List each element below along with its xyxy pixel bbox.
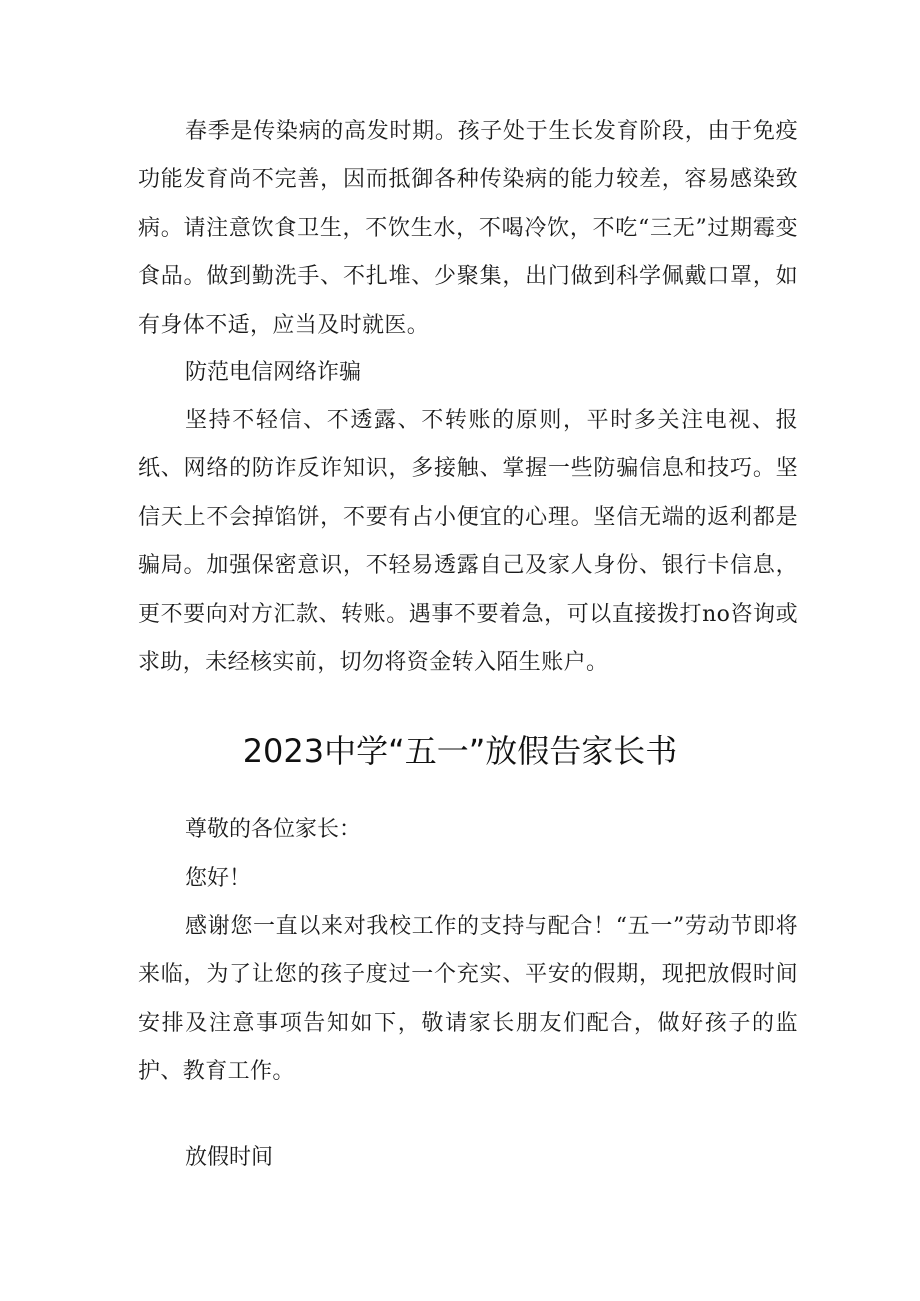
letter-section-heading: 放假时间 bbox=[185, 1145, 274, 1170]
fraud-heading: 防范电信网络诈骗 bbox=[185, 360, 362, 385]
letter-greeting: 您好！ bbox=[185, 866, 252, 891]
letter-intro-paragraph: 感谢您一直以来对我校工作的支持与配合！“五一”劳动节即将来临，为了让您的孩子度过一个充实、平安的假期，现把放假时间安排及注意事项告知如下，敬请家长朋友们配合，做好孩子的监护、教育工作。 bbox=[138, 914, 798, 1085]
letter-salutation: 尊敬的各位家长： bbox=[185, 817, 362, 842]
health-paragraph: 春季是传染病的高发时期。孩子处于生长发育阶段，由于免疫功能发育尚不完善，因而抵御各种传染病的能力较差，容易感染致病。请注意饮食卫生，不饮生水，不喝冷饮，不吃“三无”过期霉变食品。做到勤洗手、不扎堆、少聚集，出门做到科学佩戴口罩，如有身体不适，应当及时就医。 bbox=[138, 119, 798, 338]
fraud-paragraph: 坚持不轻信、不透露、不转账的原则，平时多关注电视、报纸、网络的防诈反诈知识，多接触、掌握一些防骗信息和技巧。坚信天上不会掉馅饼，不要有占小便宜的心理。坚信无端的返利都是骗局。加强保密意识，不轻易透露自己及家人身份、银行卡信息，更不要向对方汇款、转账。遇事不要着急，可以直接拨打no咨询或求助，未经核实前，切勿将资金转入陌生账户。 bbox=[138, 408, 798, 676]
letter-title: 2023中学“五一”放假告家长书 bbox=[242, 732, 678, 770]
